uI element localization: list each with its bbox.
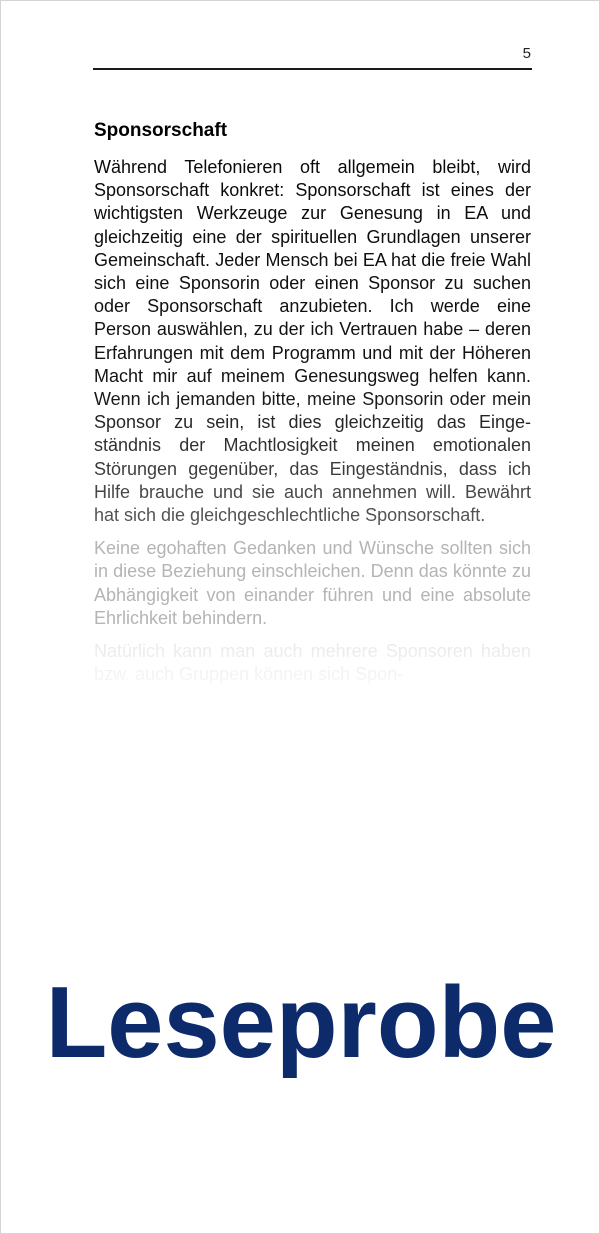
paragraph-sponsorship-intro: Während Telefonieren oft allgemein bleibt, wird Sponsorschaft konkret: Sponsorschaft ist eines der wichtigsten Werkzeuge zur Genesung in EA und gleichzeitig eine der spirituellen Grundlagen unserer Gemeinschaft. Jeder Mensch bei EA hat die freie Wahl sich eine Sponsorin oder einen Sponsor zu suchen oder Sponsorschaft anzubieten. Ich werde eine Person auswählen, zu der ich Vertrauen habe – deren Erfahrungen mit dem Programm und mit der Höheren Macht mir auf meinem Genesungsweg helfen kann. Wenn ich jemanden bitte, meine Sponsorin oder mein Sponsor zu sein, ist dies gleichzeitig das Eingeständnis der Machtlosigkeit meinen emotionalen Störungen gegenüber, das Eingeständnis, dass ich Hilfe brauche und sie auch annehmen will. Bewährt hat sich die gleichgeschlechtliche Sponsorschaft. bbox=[94, 156, 531, 527]
paragraph-multiple-sponsors: Natürlich kann man auch mehrere Sponsoren haben bzw. auch Gruppen können sich Spon- bbox=[94, 640, 531, 706]
header-rule bbox=[93, 68, 532, 70]
leseprobe-watermark: Leseprobe bbox=[45, 967, 557, 1079]
paragraph-ego-thoughts: Keine egohaften Gedanken und Wünsche sollten sich in diese Beziehung einschleichen. Denn das könnte zu Abhängigkeit von einander führen und eine absolute Ehrlichkeit behindern. bbox=[94, 538, 531, 628]
content-area bbox=[94, 119, 531, 716]
page-number: 5 bbox=[522, 45, 531, 62]
section-heading: Sponsorschaft bbox=[94, 120, 228, 141]
